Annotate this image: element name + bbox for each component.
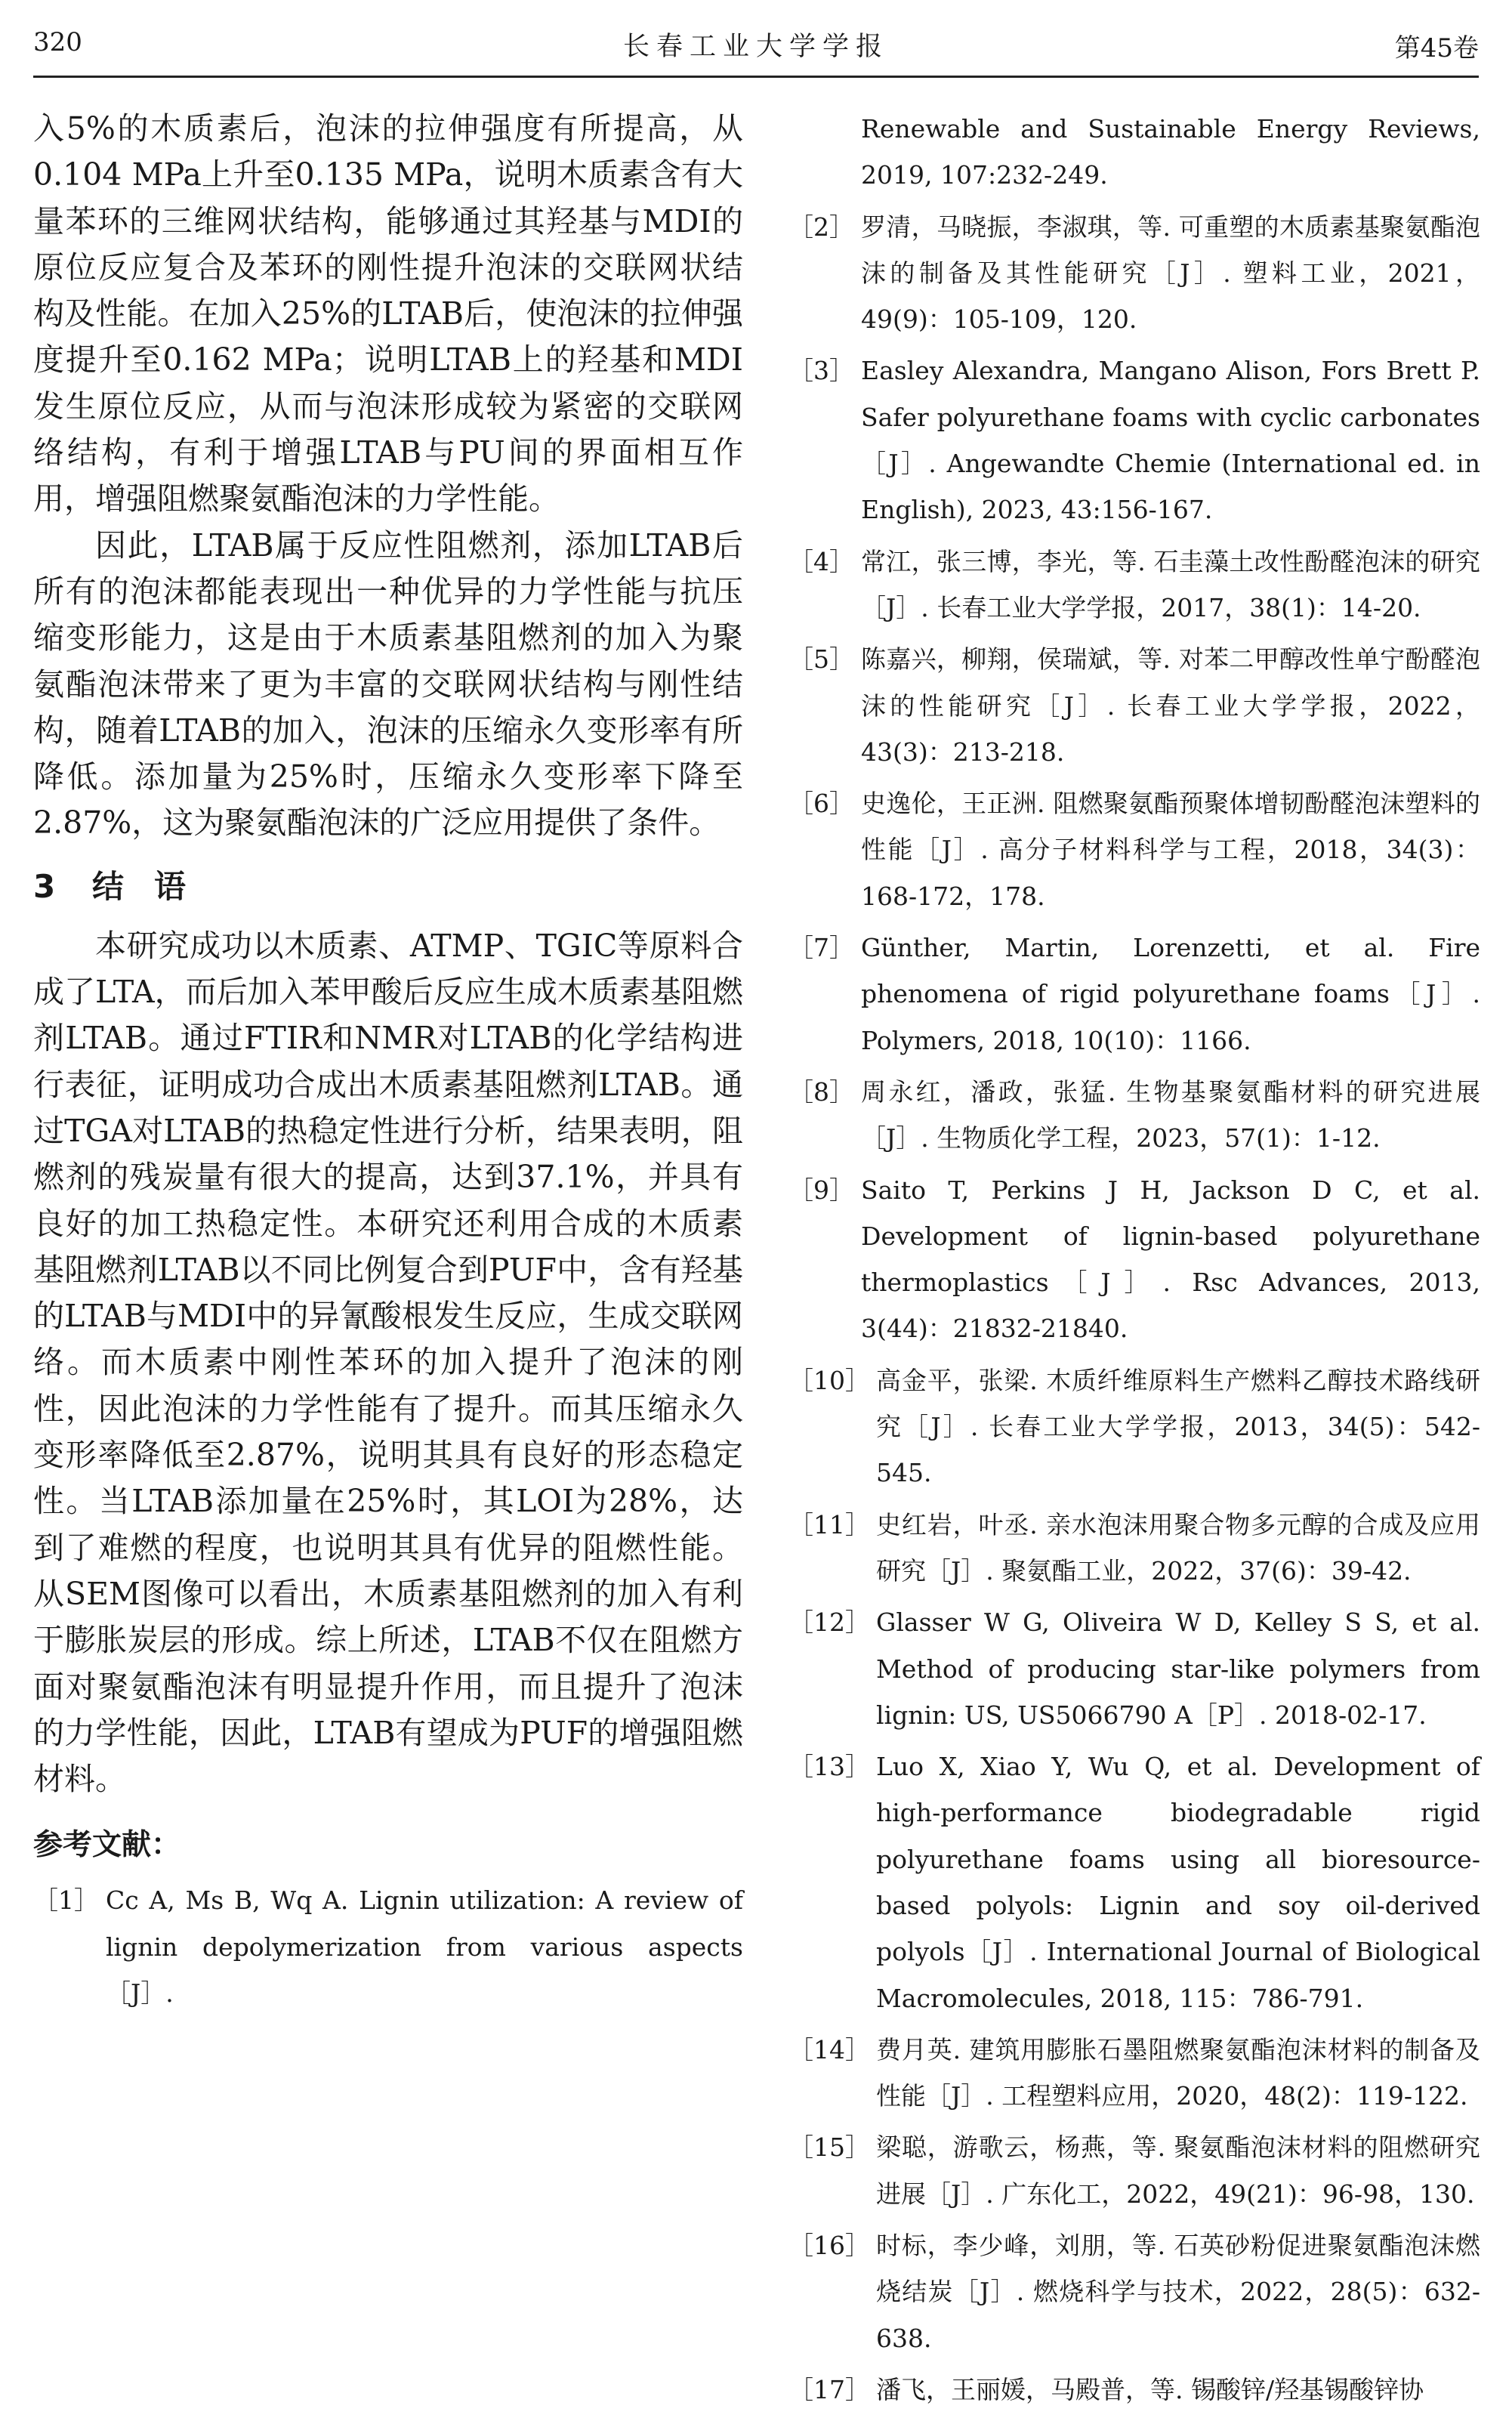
reference-text: 梁聪，游歌云，杨燕，等. 聚氨酯泡沫材料的阻燃研究进展［J］. 广东化工，2022，49(21)：96-98，130. [876,2132,1480,2209]
running-header [33,23,1479,78]
reference-item [788,1069,1480,1162]
reference-text: 潘飞，王丽媛，马殿普，等. 锡酸锌/羟基锡酸锌协 [876,2374,1424,2404]
reference-number: ［3］ [788,356,854,386]
reference-number: ［14］ [788,2034,870,2064]
references-heading: 参考文献： [33,1828,181,1863]
reference-item [788,1599,1480,1738]
reference-number: ［9］ [788,1175,854,1205]
reference-item [788,1502,1480,1595]
reference-item [33,1877,743,2016]
reference-text: Cc A, Ms B, Wq A. Lignin utilization: A review of lignin depolymerization from various aspects［J］. [106,1885,743,2008]
reference-item [788,204,1480,343]
reference-number: ［2］ [788,212,854,242]
reference-number: ［11］ [788,1509,870,1539]
reference-item [788,636,1480,775]
reference-number: ［12］ [788,1607,870,1638]
section-heading [33,863,743,909]
reference-number: ［8］ [788,1076,854,1107]
reference-list [788,204,1480,2413]
reference-item [788,347,1480,533]
page-number: 320 [33,27,82,57]
reference-text: 史逸伦，王正洲. 阻燃聚氨酯预聚体增韧酚醛泡沫塑料的性能［J］. 高分子材料科学与工程，2018，34(3)：168-172，178. [861,789,1480,911]
reference-item [788,2124,1480,2217]
reference-text: 高金平，张梁. 木质纤维原料生产燃料乙醇技术路线研究［J］. 长春工业大学学报，2013，34(5)：542-545. [876,1365,1480,1488]
reference-item [788,539,1480,632]
reference-text: 史红岩，叶丞. 亲水泡沫用聚合物多元醇的合成及应用研究［J］. 聚氨酯工业，2022，37(6)：39-42. [876,1509,1480,1586]
reference-number: ［15］ [788,2132,870,2163]
reference-text: Easley Alexandra, Mangano Alison, Fors Brett P. Safer polyurethane foams with cyclic carbonates［J］. Angewandte Chemie (International ed. in English), 2023, 43:156-167. [861,356,1480,525]
reference-number: ［4］ [788,546,854,576]
reference-number: ［7］ [788,933,854,963]
reference-continuation: Renewable and Sustainable Energy Reviews, 2019, 107:232-249. [861,114,1480,190]
volume-label: 第45卷 [1394,33,1479,63]
reference-text: Glasser W G, Oliveira W D, Kelley S S, et al. Method of producing star-like polymers from lignin: US, US5066790 A［P］. 2018-02-17. [876,1607,1480,1730]
reference-text: Günther, Martin, Lorenzetti, et al. Fire phenomena of rigid polyurethane foams［J］. Polymers, 2018, 10(10)：1166. [861,933,1480,1055]
reference-item [788,1167,1480,1352]
reference-text: Luo X, Xiao Y, Wu Q, et al. Development of high-performance biodegradable rigid polyurethane foams using all bioresource-based polyols: Lignin and soy oil-derived polyols［J］. International Journal of Biological Macromolecules, 2018, 115：786-791. [876,1752,1480,2013]
body-paragraph-1: 入5%的木质素后，泡沫的拉伸强度有所提高，从0.104 MPa上升至0.135 MPa，说明木质素含有大量苯环的三维网状结构，能够通过其羟基与MDI的原位反应复合及苯环的刚性提升泡沫的交联网状结构及性能。在加入25%的LTAB后，使泡沫的拉伸强度提升至0.162 MPa；说明LTAB上的羟基和MDI发生原位反应，从而与泡沫形成较为紧密的交联网络结构，有利于增强LTAB与PU间的界面相互作用，增强阻燃聚氨酯泡沫的力学性能。 [33,110,743,517]
body-paragraph-2: 因此，LTAB属于反应性阻燃剂，添加LTAB后所有的泡沫都能表现出一种优异的力学性能与抗压缩变形能力，这是由于木质素基阻燃剂的加入为聚氨酯泡沫带来了更为丰富的交联网状结构与刚性结构，随着LTAB的加入，泡沫的压缩永久变形率有所降低。添加量为25%时，压缩永久变形率下降至2.87%，这为聚氨酯泡沫的广泛应用提供了条件。 [33,527,743,842]
reference-number: ［13］ [788,1752,870,1782]
reference-text: 罗清，马晓振，李淑琪，等. 可重塑的木质素基聚氨酯泡沫的制备及其性能研究［J］. 塑料工业，2021，49(9)：105-109，120. [861,212,1480,335]
reference-text: 周永红，潘政，张猛. 生物基聚氨酯材料的研究进展［J］. 生物质化学工程，2023，57(1)：1-12. [861,1076,1480,1153]
reference-item [788,2027,1480,2120]
reference-number: ［16］ [788,2231,870,2261]
conclusion-paragraph: 本研究成功以木质素、ATMP、TGIC等原料合成了LTA，而后加入苯甲酸后反应生成木质素基阻燃剂LTAB。通过FTIR和NMR对LTAB的化学结构进行表征，证明成功合成出木质素基阻燃剂LTAB。通过TGA对LTAB的热稳定性进行分析，结果表明，阻燃剂的残炭量有很大的提高，达到37.1%，并具有良好的加工热稳定性。本研究还利用合成的木质素基阻燃剂LTAB以不同比例复合到PUF中，含有羟基的LTAB与MDI中的异氰酸根发生反应，生成交联网络。而木质素中刚性苯环的加入提升了泡沫的刚性，因此泡沫的力学性能有了提升。而其压缩永久变形率降低至2.87%，说明其具有良好的形态稳定性。当LTAB添加量在25%时，其LOI为28%，达到了难燃的程度，也说明其具有优异的阻燃性能。从SEM图像可以看出，木质素基阻燃剂的加入有利于膨胀炭层的形成。综上所述，LTAB不仅在阻燃方面对聚氨酯泡沫有明显提升作用，而且提升了泡沫的力学性能，因此，LTAB有望成为PUF的增强阻燃材料。 [33,927,743,1798]
reference-number: ［10］ [788,1365,870,1395]
reference-item [788,2367,1480,2413]
reference-item [788,925,1480,1064]
reference-text: 费月英. 建筑用膨胀石墨阻燃聚氨酯泡沫材料的制备及性能［J］. 工程塑料应用，2020，48(2)：119-122. [876,2034,1480,2111]
reference-text: 时标，李少峰，刘朋，等. 石英砂粉促进聚氨酯泡沫燃烧结炭［J］. 燃烧科学与技术，2022，28(5)：632-638. [876,2231,1480,2353]
journal-title: 长春工业大学学报 [622,32,889,62]
section-number: 3 [33,867,56,905]
reference-text: Saito T, Perkins J H, Jackson D C, et al. Development of lignin-based polyurethane thermoplastics［J］. Rsc Advances, 2013, 3(44)：21832-21840. [861,1175,1480,1344]
reference-item [788,2222,1480,2361]
reference-text: 常江，张三博，李光，等. 石圭藻土改性酚醛泡沫的研究［J］. 长春工业大学学报，2017，38(1)：14-20. [861,546,1480,622]
reference-number: ［6］ [788,789,854,819]
reference-item [788,1743,1480,2021]
reference-text: 陈嘉兴，柳翔，侯瑞斌，等. 对苯二甲醇改性单宁酚醛泡沫的性能研究［J］. 长春工业大学学报，2022，43(3)：213-218. [861,644,1480,767]
right-column [788,106,1480,2418]
reference-number: ［1］ [33,1885,99,1916]
reference-number: ［17］ [788,2374,870,2404]
reference-item [788,1357,1480,1496]
left-column [33,106,743,2016]
reference-item [788,780,1480,919]
section-title: 结语 [92,867,217,905]
reference-number: ［5］ [788,644,854,675]
